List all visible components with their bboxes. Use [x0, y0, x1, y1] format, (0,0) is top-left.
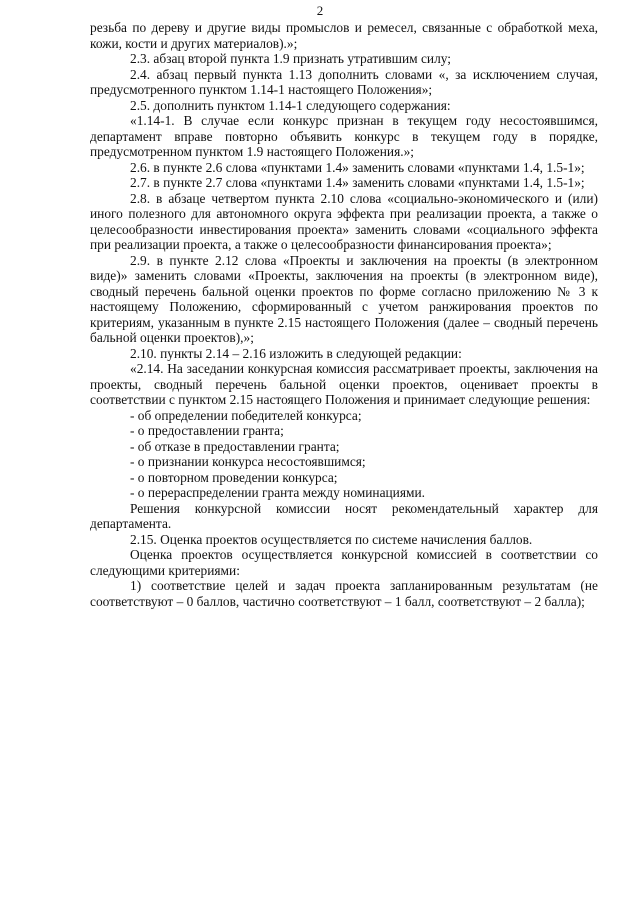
paragraph-criterion-1: 1) соответствие целей и задач проекта запланированным результатам (не соответствуют – 0 баллов, частично соответствуют – 1 балл, соответствуют – 2 балла); [90, 578, 598, 609]
paragraph-2-7: 2.7. в пункте 2.7 слова «пунктами 1.4» заменить словами «пунктами 1.4, 1.5-1»; [130, 175, 585, 190]
paragraph-2-9: 2.9. в пункте 2.12 слова «Проекты и заключения на проекты (в электронном виде)» заменить словами «Проекты, заключения на проекты (в электронном виде), сводный перечень бальной оценки проектов по форме согласно приложению № 3 к настоящему Положению, сформированный с учетом ранжирования проектов по критериям, указанным в пункте 2.15 настоящего Положения (далее – сводный перечень бальной оценки проектов),»; [90, 252, 598, 345]
paragraph-1-14-1: «1.14-1. В случае если конкурс признан в текущем году несостоявшимся, департамент вправе повторно объявить конкурс в текущем году в порядке, предусмотренном пунктом 1.9 настоящего Положения.»; [90, 113, 598, 159]
paragraph-2-3: 2.3. абзац второй пункта 1.9 признать утратившим силу; [130, 51, 452, 66]
paragraph-2-14: «2.14. На заседании конкурсная комиссия рассматривает проекты, заключения на проекты, сводный перечень бальной оценки проектов, оценивает проекты в соответствии с пунктом 2.15 настоящего Положения и принимает следующие решения: [90, 361, 598, 407]
list-item: - об определении победителей конкурса; [130, 407, 362, 423]
document-body [90, 20, 598, 609]
page-number: 2 [316, 3, 324, 18]
list-item: - об отказе в предоставлении гранта; [130, 438, 340, 454]
list-item: - о перераспределении гранта между номинациями. [130, 485, 425, 500]
paragraph-2-4: 2.4. абзац первый пункта 1.13 дополнить словами «, за исключением случая, предусмотренного пунктом 1.14-1 настоящего Положения»; [90, 66, 598, 97]
list-item: - о повторном проведении конкурса; [130, 469, 338, 485]
paragraph-continuation: резьба по дереву и другие виды промыслов и ремесел, связанные с обработкой меха, кожи, кости и других материалов).»; [90, 20, 598, 51]
paragraph-2-5: 2.5. дополнить пунктом 1.14-1 следующего содержания: [130, 97, 451, 113]
list-item: - о предоставлении гранта; [130, 423, 284, 438]
paragraph-2-6: 2.6. в пункте 2.6 слова «пунктами 1.4» заменить словами «пунктами 1.4, 1.5-1»; [130, 159, 585, 175]
paragraph-2-8: 2.8. в абзаце четвертом пункта 2.10 слова «социально-экономического и (или) иного полезного для автономного округа эффекта при реализации проекта, а также о целесообразности инвестирования проекта» заменить словами «социального эффекта при реализации проекта, а также о целесообразности финансирования проекта»; [90, 190, 598, 252]
list-item: - о признании конкурса несостоявшимся; [130, 454, 366, 469]
paragraph-criteria-intro: Оценка проектов осуществляется конкурсной комиссией в соответствии со следующими критериями: [90, 547, 598, 578]
paragraph-2-15: 2.15. Оценка проектов осуществляется по системе начисления баллов. [130, 531, 533, 547]
paragraph-decisions-note: Решения конкурсной комиссии носят рекомендательный характер для департамента. [90, 500, 598, 531]
paragraph-2-10: 2.10. пункты 2.14 – 2.16 изложить в следующей редакции: [130, 345, 462, 361]
